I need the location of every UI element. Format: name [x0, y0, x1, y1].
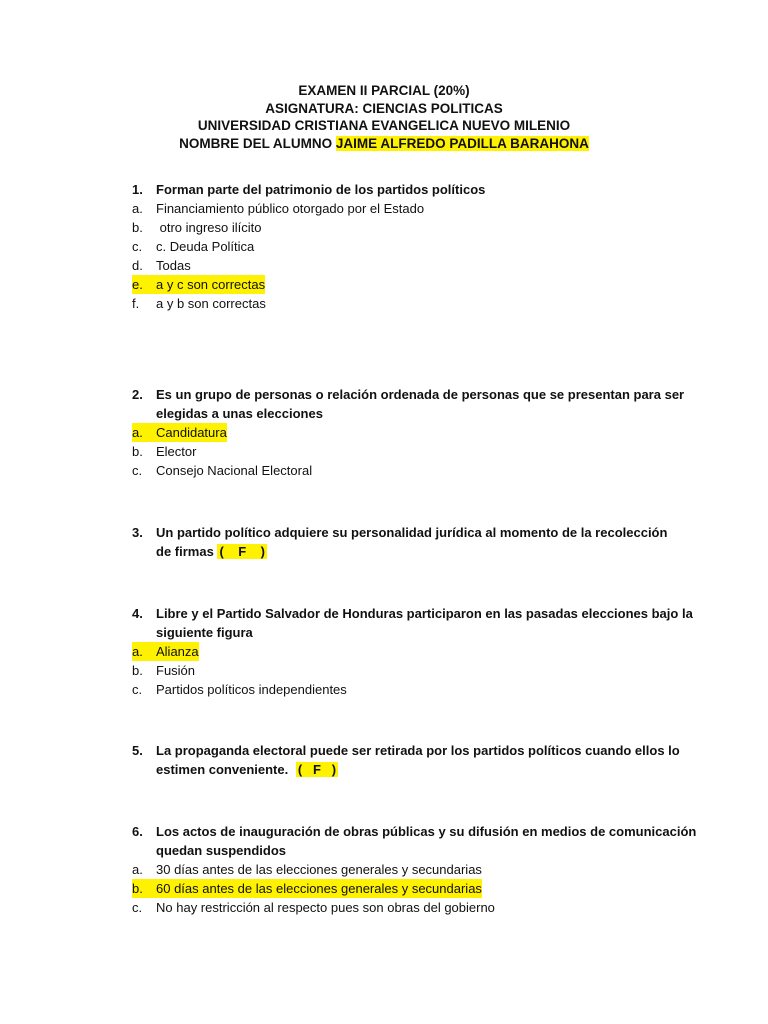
exam-title: EXAMEN II PARCIAL (20%) [298, 83, 470, 98]
question-4 [0, 604, 768, 699]
question-text: Un partido político adquiere su personalidad jurídica al momento de la recolección [156, 525, 668, 540]
exam-header [0, 82, 768, 152]
student-name: JAIME ALFREDO PADILLA BARAHONA [335, 135, 589, 151]
option-a-selected: a. Alianza [132, 644, 199, 659]
question-text: Libre y el Partido Salvador de Honduras participaron en las pasadas elecciones bajo la [156, 606, 693, 621]
option-c: c. Consejo Nacional Electoral [132, 463, 313, 478]
university-line: UNIVERSIDAD CRISTIANA EVANGELICA NUEVO MILENIO [197, 118, 571, 133]
option-b: b. Fusión [132, 663, 196, 678]
option-c: c. c. Deuda Política [132, 239, 255, 254]
question-2 [0, 385, 768, 480]
question-text: Es un grupo de personas o relación ordenada de personas que se presentan para ser [156, 387, 685, 402]
question-text: La propaganda electoral puede ser retirada por los partidos políticos cuando ellos lo [156, 743, 680, 758]
question-number: 6. [132, 824, 143, 839]
student-line [0, 135, 768, 153]
question-text-cont: quedan suspendidos [156, 843, 287, 858]
true-false-answer: ( F ) [219, 544, 265, 559]
option-b: b. otro ingreso ilícito [132, 220, 262, 235]
option-c: c. No hay restricción al respecto pues son obras del gobierno [132, 900, 495, 915]
question-text: Los actos de inauguración de obras públicas y su difusión en medios de comunicación [156, 824, 697, 839]
subject-line: ASIGNATURA: CIENCIAS POLITICAS [265, 100, 503, 116]
option-a: a. Financiamiento público otorgado por el Estado [132, 201, 425, 216]
option-b-selected: b. 60 días antes de las elecciones generales y secundarias [132, 881, 482, 896]
question-number: 4. [132, 606, 143, 621]
option-d: d. Todas [132, 258, 191, 273]
student-label: NOMBRE DEL ALUMNO [179, 135, 333, 151]
true-false-answer: ( F ) [297, 762, 337, 777]
question-text-cont: siguiente figura [156, 625, 253, 640]
question-text: Forman parte del patrimonio de los partidos políticos [156, 182, 486, 197]
question-6 [0, 822, 768, 917]
option-c: c. Partidos políticos independientes [132, 682, 347, 697]
option-b: b. Elector [132, 444, 197, 459]
question-3 [0, 523, 768, 561]
option-a-selected: a. Candidatura [132, 425, 227, 440]
question-number: 1. [132, 182, 143, 197]
question-5 [0, 741, 768, 779]
question-text-cont: estimen conveniente. [156, 762, 289, 777]
question-number: 5. [132, 743, 143, 758]
option-a: a. 30 días antes de las elecciones generales y secundarias [132, 862, 482, 877]
question-text-cont: elegidas a unas elecciones [156, 406, 323, 421]
option-e-selected: e. a y c son correctas [132, 277, 266, 292]
option-f: f. a y b son correctas [132, 296, 266, 311]
question-text-cont: de firmas [156, 544, 214, 559]
question-1 [0, 180, 768, 313]
question-number: 2. [132, 387, 143, 402]
question-number: 3. [132, 525, 143, 540]
